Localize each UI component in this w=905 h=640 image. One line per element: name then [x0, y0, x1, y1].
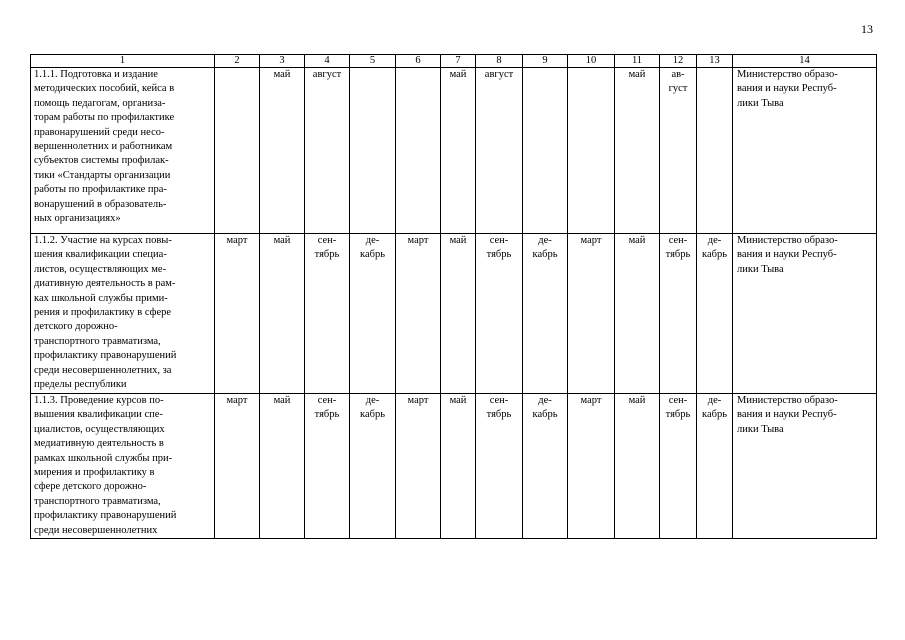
- schedule-cell-line: кабрь: [360, 249, 385, 261]
- column-header: 13: [697, 55, 733, 68]
- activity-description: [31, 68, 215, 234]
- schedule-cell: [697, 394, 733, 539]
- schedule-cell: [350, 234, 396, 394]
- schedule-cell-line: тябрь: [314, 409, 340, 421]
- schedule-cell: [476, 234, 523, 394]
- activity-description-line: диативную деятельность в рам-: [34, 278, 176, 290]
- responsible-organization-line: Министерство образо-: [737, 235, 838, 246]
- schedule-cell-line: де-: [365, 235, 380, 246]
- schedule-cell: [697, 68, 733, 234]
- activity-description-line: 1.1.1. Подготовка и издание: [34, 69, 158, 80]
- schedule-cell: [568, 394, 615, 539]
- schedule-cell: [615, 68, 660, 234]
- schedule-cell: [396, 234, 441, 394]
- responsible-organization-line: лики Тыва: [737, 263, 784, 275]
- schedule-cell-line: тябрь: [314, 249, 340, 261]
- schedule-cell-line: де-: [707, 395, 722, 406]
- schedule-cell-line: май: [628, 235, 646, 246]
- column-header: 12: [660, 55, 697, 68]
- responsible-organization-line: Министерство образо-: [737, 395, 838, 406]
- activity-description-line: циалистов, осуществляющих: [34, 423, 165, 435]
- schedule-cell: [523, 234, 568, 394]
- column-header: 1: [31, 55, 215, 68]
- activity-description: [31, 234, 215, 394]
- activity-description-line: пределы республики: [34, 379, 127, 391]
- schedule-cell-line: кабрь: [532, 249, 558, 261]
- schedule-cell-line: май: [449, 395, 467, 406]
- schedule-cell-line: кабрь: [702, 249, 727, 261]
- schedule-cell-line: март: [226, 395, 248, 406]
- schedule-cell-line: кабрь: [532, 409, 558, 421]
- schedule-cell-line: сен-: [668, 235, 688, 246]
- schedule-cell-line: густ: [668, 83, 688, 95]
- schedule-cell-line: тябрь: [486, 249, 512, 261]
- schedule-cell-line: сен-: [668, 395, 688, 406]
- activity-description-line: торам работы по профилактике: [34, 112, 175, 124]
- schedule-cell-line: март: [580, 395, 602, 406]
- schedule-cell-line: август: [312, 69, 342, 80]
- schedule-cell-line: де-: [365, 395, 380, 406]
- plan-table: [30, 54, 877, 539]
- activity-description-line: профилактику правонарушений: [34, 510, 177, 522]
- schedule-cell: [215, 68, 260, 234]
- activity-description-line: работы по профилактике пра-: [34, 184, 167, 196]
- column-header: 8: [476, 55, 523, 68]
- activity-description-line: среди несовершеннолетних, за: [34, 364, 172, 376]
- schedule-cell: [305, 234, 350, 394]
- schedule-cell: [441, 234, 476, 394]
- column-header: 6: [396, 55, 441, 68]
- responsible-organization-line: вания и науки Респуб-: [737, 249, 837, 261]
- schedule-cell: [568, 234, 615, 394]
- activity-description-line: вышения квалификации спе-: [34, 409, 163, 421]
- schedule-cell: [215, 234, 260, 394]
- table-row: [31, 394, 877, 539]
- activity-description-line: транспортного травматизма,: [34, 335, 161, 347]
- schedule-cell: [476, 68, 523, 234]
- activity-description-line: шения квалификации специа-: [34, 249, 167, 261]
- schedule-cell-line: ав-: [671, 69, 685, 80]
- schedule-cell-line: май: [628, 395, 646, 406]
- schedule-cell: [396, 394, 441, 539]
- column-header: 11: [615, 55, 660, 68]
- activity-description-line: методических пособий, кейса в: [34, 83, 175, 95]
- responsible-organization-line: вания и науки Респуб-: [737, 409, 837, 421]
- schedule-cell-line: март: [226, 235, 248, 246]
- schedule-cell-line: май: [628, 69, 646, 80]
- activity-description-line: медиативную деятельность в: [34, 438, 164, 450]
- schedule-cell-line: март: [407, 395, 429, 406]
- column-header: 2: [215, 55, 260, 68]
- schedule-cell-line: сен-: [489, 235, 509, 246]
- column-header: 14: [733, 55, 877, 68]
- responsible-organization-line: вания и науки Респуб-: [737, 83, 837, 95]
- schedule-cell-line: май: [273, 235, 291, 246]
- activity-description-line: среди несовершеннолетних: [34, 524, 158, 536]
- schedule-cell: [305, 68, 350, 234]
- column-header: 4: [305, 55, 350, 68]
- schedule-cell: [615, 234, 660, 394]
- schedule-cell: [660, 68, 697, 234]
- schedule-cell: [260, 68, 305, 234]
- activity-description: [31, 394, 215, 539]
- activity-description-line: помощь педагогам, организа-: [34, 97, 166, 109]
- schedule-cell-line: май: [449, 69, 467, 80]
- schedule-cell-line: тябрь: [665, 409, 691, 421]
- table-row: [31, 234, 877, 394]
- schedule-cell-line: кабрь: [360, 409, 385, 421]
- column-header: 5: [350, 55, 396, 68]
- activity-description-line: вонарушений в образователь-: [34, 198, 167, 210]
- activity-description-line: субъектов системы профилак-: [34, 155, 169, 167]
- schedule-cell: [441, 394, 476, 539]
- activity-description-line: рамках школьной службы при-: [34, 452, 173, 464]
- schedule-cell-line: май: [449, 235, 467, 246]
- schedule-cell-line: де-: [707, 235, 722, 246]
- responsible-organization: [733, 68, 877, 234]
- column-header: 3: [260, 55, 305, 68]
- activity-description-line: рения и профилактику в сфере: [34, 307, 172, 319]
- column-header: 10: [568, 55, 615, 68]
- responsible-organization-line: лики Тыва: [737, 97, 784, 109]
- activity-description-line: мирения и профилактику в: [34, 467, 155, 479]
- schedule-cell: [660, 234, 697, 394]
- activity-description-line: детского дорожно-: [34, 321, 118, 333]
- schedule-cell-line: де-: [538, 395, 552, 406]
- schedule-cell: [260, 234, 305, 394]
- table-row: [31, 68, 877, 234]
- schedule-cell: [441, 68, 476, 234]
- responsible-organization-line: Министерство образо-: [737, 69, 838, 80]
- page-number: 13: [861, 22, 873, 36]
- activity-description-line: ках школьной службы прими-: [34, 292, 168, 304]
- schedule-cell-line: май: [273, 395, 291, 406]
- schedule-cell: [523, 68, 568, 234]
- activity-description-line: 1.1.2. Участие на курсах повы-: [34, 235, 172, 246]
- schedule-cell: [215, 394, 260, 539]
- schedule-cell-line: кабрь: [702, 409, 727, 421]
- activity-description-line: ных организациях»: [34, 213, 121, 225]
- schedule-cell-line: де-: [538, 235, 552, 246]
- schedule-cell-line: март: [407, 235, 429, 246]
- header-row: [31, 55, 877, 68]
- schedule-cell-line: сен-: [317, 235, 337, 246]
- responsible-organization: [733, 394, 877, 539]
- activity-description-line: транспортного травматизма,: [34, 495, 161, 507]
- schedule-cell: [568, 68, 615, 234]
- schedule-cell-line: сен-: [489, 395, 509, 406]
- activity-description-line: правонарушений среди несо-: [34, 126, 165, 138]
- column-header: 9: [523, 55, 568, 68]
- activity-description-line: профилактику правонарушений: [34, 350, 177, 362]
- schedule-cell-line: май: [273, 69, 291, 80]
- activity-description-line: вершеннолетних и работникам: [34, 141, 173, 153]
- column-header: 7: [441, 55, 476, 68]
- schedule-cell: [615, 394, 660, 539]
- schedule-cell: [350, 394, 396, 539]
- schedule-cell: [350, 68, 396, 234]
- schedule-cell: [305, 394, 350, 539]
- schedule-cell: [396, 68, 441, 234]
- responsible-organization-line: лики Тыва: [737, 423, 784, 435]
- schedule-cell: [523, 394, 568, 539]
- activity-description-line: тики «Стандарты организации: [34, 169, 171, 181]
- schedule-cell-line: тябрь: [486, 409, 512, 421]
- activity-description-line: сфере детского дорожно-: [34, 481, 147, 493]
- schedule-cell-line: тябрь: [665, 249, 691, 261]
- activity-description-line: листов, осуществляющих ме-: [34, 263, 167, 275]
- responsible-organization: [733, 234, 877, 394]
- schedule-cell: [660, 394, 697, 539]
- schedule-cell: [260, 394, 305, 539]
- schedule-cell: [476, 394, 523, 539]
- schedule-cell-line: август: [484, 69, 514, 80]
- schedule-cell-line: март: [580, 235, 602, 246]
- activity-description-line: 1.1.3. Проведение курсов по-: [34, 395, 164, 406]
- schedule-cell-line: сен-: [317, 395, 337, 406]
- schedule-cell: [697, 234, 733, 394]
